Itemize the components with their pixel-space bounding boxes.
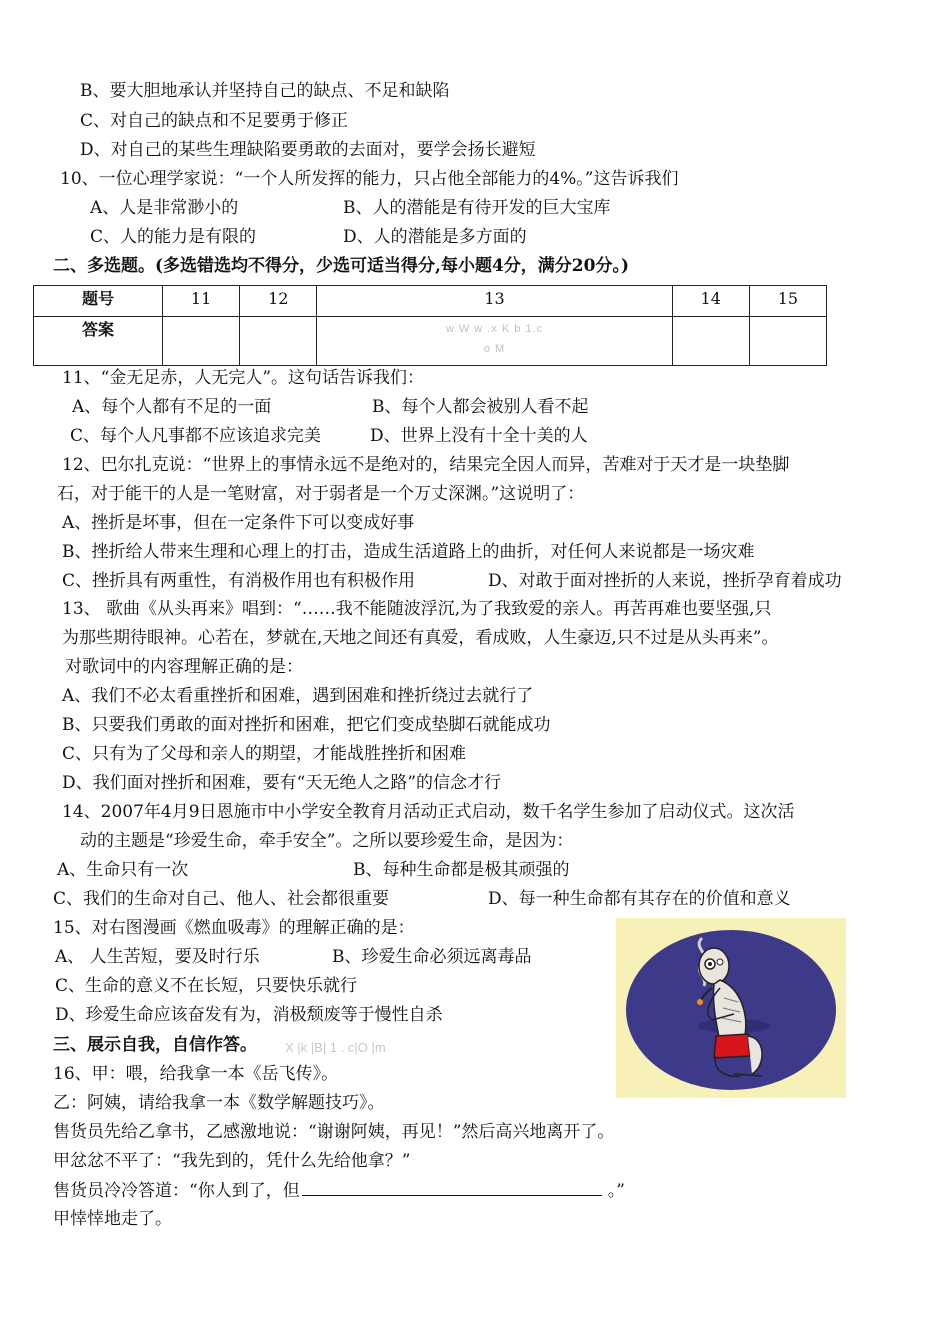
answer-table-header-row bbox=[34, 286, 827, 317]
fill-in-blank[interactable] bbox=[302, 1179, 602, 1196]
option-13c: C、只有为了父母和亲人的期望，才能战胜挫折和困难 bbox=[62, 744, 467, 764]
question-16-line1: 16、甲：喂，给我拿一本《岳飞传》。 bbox=[53, 1064, 339, 1084]
question-15: 15、对右图漫画《燃血吸毒》的理解正确的是： bbox=[53, 918, 415, 938]
question-16-line2: 乙：阿姨，请给我拿一本《数学解题技巧》。 bbox=[53, 1093, 385, 1113]
question-16-end: 。” bbox=[607, 1181, 625, 1201]
question-14-line1: 14、2007年4月9日恩施市中小学安全教育月活动正式启动，数千名学生参加了启动仪式。这次活 bbox=[62, 802, 795, 822]
question-10: 10、一位心理学家说：“一个人所发挥的能力，只占他全部能力的4%。”这告诉我们 bbox=[60, 169, 679, 189]
question-14-line2: 动的主题是“珍爱生命，牵手安全”。之所以要珍爱生命，是因为： bbox=[80, 831, 574, 851]
option-11d: D、世界上没有十全十美的人 bbox=[370, 426, 588, 446]
question-12-line2: 石，对于能干的人是一笔财富，对于弱者是一个万丈深渊。”这说明了： bbox=[57, 484, 585, 504]
question-16-prompt: 售货员冷冷答道：“你人到了，但 bbox=[53, 1181, 300, 1201]
answer-cell[interactable] bbox=[672, 317, 749, 366]
question-number-cell: 14 bbox=[672, 286, 749, 317]
answer-cell[interactable] bbox=[749, 317, 826, 366]
option-10a: A、人是非常渺小的 bbox=[90, 198, 239, 218]
option-13d: D、我们面对挫折和困难，要有“天无绝人之路”的信念才行 bbox=[62, 773, 502, 793]
question-16-line6: 甲悻悻地走了。 bbox=[53, 1209, 172, 1229]
answer-cell[interactable] bbox=[240, 317, 317, 366]
answer-table-answer-row bbox=[34, 317, 827, 366]
option-9b: B、要大胆地承认并坚持自己的缺点、不足和缺陷 bbox=[80, 81, 450, 101]
option-14a: A、生命只有一次 bbox=[57, 860, 189, 880]
question-number-cell: 13 bbox=[317, 286, 672, 317]
option-14c: C、我们的生命对自己、他人、社会都很重要 bbox=[53, 889, 390, 909]
question-number-cell: 12 bbox=[240, 286, 317, 317]
option-13b: B、只要我们勇敢的面对挫折和困难，把它们变成垫脚石就能成功 bbox=[62, 715, 551, 735]
option-12d: D、对敢于面对挫折的人来说，挫折孕育着成功 bbox=[488, 571, 842, 591]
question-number-label: 题号 bbox=[34, 286, 163, 317]
watermark-text: X |k |B| 1 . c|O |m bbox=[285, 1040, 386, 1055]
answer-label: 答案 bbox=[34, 317, 163, 366]
option-10c: C、人的能力是有限的 bbox=[90, 227, 257, 247]
option-9d: D、对自己的某些生理缺陷要勇敢的去面对，要学会扬长避短 bbox=[80, 140, 536, 160]
answer-cell[interactable] bbox=[163, 317, 240, 366]
answer-cell[interactable] bbox=[317, 317, 672, 366]
option-15b: B、珍爱生命必须远离毒品 bbox=[332, 947, 532, 967]
option-15d: D、珍爱生命应该奋发有为，消极颓废等于慢性自杀 bbox=[55, 1005, 443, 1025]
cartoon-smoking-figure-icon bbox=[616, 918, 846, 1098]
option-9c: C、对自己的缺点和不足要勇于修正 bbox=[80, 111, 349, 131]
option-15c: C、生命的意义不在长短，只要快乐就行 bbox=[55, 976, 358, 996]
question-13-line3: 对歌词中的内容理解正确的是： bbox=[65, 657, 303, 677]
question-13-line2: 为那些期待眼神。心若在，梦就在,天地之间还有真爱，看成败，人生豪迈,只不过是从头再来”。 bbox=[62, 628, 779, 648]
section-3-heading: 三、展示自我，自信作答。 bbox=[53, 1035, 257, 1055]
option-11c: C、每个人凡事都不应该追求完美 bbox=[70, 426, 322, 446]
option-12c: C、挫折具有两重性，有消极作用也有积极作用 bbox=[62, 571, 416, 591]
answer-table bbox=[33, 285, 827, 366]
option-12a: A、挫折是坏事，但在一定条件下可以变成好事 bbox=[62, 513, 415, 533]
question-number-cell: 15 bbox=[749, 286, 826, 317]
option-10b: B、人的潜能是有待开发的巨大宝库 bbox=[343, 198, 611, 218]
option-11a: A、每个人都有不足的一面 bbox=[72, 397, 272, 417]
option-11b: B、每个人都会被别人看不起 bbox=[372, 397, 589, 417]
option-14b: B、每种生命都是极其顽强的 bbox=[353, 860, 570, 880]
question-11: 11、“金无足赤，人无完人”。这句话告诉我们： bbox=[62, 368, 425, 388]
watermark-text: o M bbox=[483, 343, 506, 355]
option-12b: B、挫折给人带来生理和心理上的打击，造成生活道路上的曲折，对任何人来说都是一场灾难 bbox=[62, 542, 755, 562]
cartoon-drug-abuse-illustration bbox=[616, 918, 846, 1098]
option-14d: D、每一种生命都有其存在的价值和意义 bbox=[488, 889, 791, 909]
question-12-line1: 12、巴尔扎克说：“世界上的事情永远不是绝对的，结果完全因人而异，苦难对于天才是一块垫脚 bbox=[62, 455, 790, 475]
question-13-line1: 13、 歌曲《从头再来》唱到：“……我不能随波浮沉,为了我致爱的亲人。再苦再难也要坚强,只 bbox=[62, 599, 772, 619]
option-15a: A、 人生苦短，要及时行乐 bbox=[55, 947, 260, 967]
question-16-line4: 甲忿忿不平了：“我先到的，凭什么先给他拿？” bbox=[53, 1151, 411, 1171]
section-2-heading: 二、多选题。(多选错选均不得分，少选可适当得分,每小题4分，满分20分。) bbox=[53, 256, 629, 276]
option-10d: D、人的潜能是多方面的 bbox=[343, 227, 527, 247]
option-13a: A、我们不必太看重挫折和困难，遇到困难和挫折绕过去就行了 bbox=[62, 686, 534, 706]
question-16-line3: 售货员先给乙拿书，乙感激地说：“谢谢阿姨，再见！”然后高兴地离开了。 bbox=[53, 1122, 615, 1142]
question-16-line5 bbox=[53, 1179, 625, 1202]
question-number-cell: 11 bbox=[163, 286, 240, 317]
watermark-text: w W w .x K b 1.c bbox=[445, 323, 544, 335]
